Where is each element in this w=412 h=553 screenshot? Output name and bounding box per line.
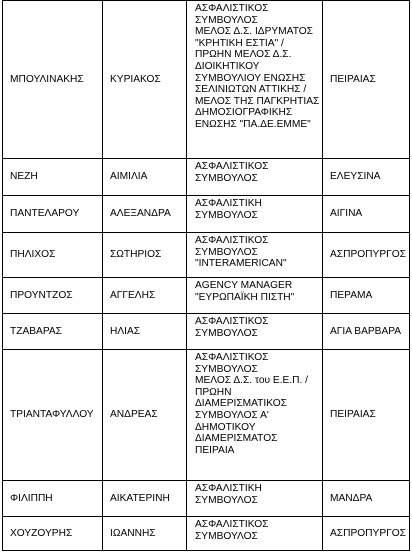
surname-cell: ΦΙΛΙΠΠΗ (3, 481, 103, 517)
surname-cell: ΤΖΑΒΑΡΑΣ (3, 314, 103, 350)
role-cell: ΑΣΦΑΛΙΣΤΙΚΟΣ ΣΥΜΒΟΥΛΟΣ "INTERAMERICAN" (187, 233, 323, 278)
place-cell: ΠΕΙΡΑΙΑΣ (323, 1, 410, 159)
role-cell: AGENCY MANAGER "ΕΥΡΩΠΑΪΚΗ ΠΙΣΤΗ" (187, 278, 323, 314)
first-name-cell: ΣΩΤΗΡΙΟΣ (103, 233, 187, 278)
first-name-cell: ΑΙΚΑΤΕΡΙΝΗ (103, 481, 187, 517)
table-row (3, 233, 410, 278)
first-name-cell: ΑΝΔΡΕΑΣ (103, 350, 187, 481)
surname-cell: ΧΟΥΖΟΥΡΗΣ (3, 517, 103, 551)
role-cell: ΑΣΦΑΛΙΣΤΙΚΟΣ ΣΥΜΒΟΥΛΟΣ (187, 314, 323, 350)
table-row (3, 196, 410, 233)
table-row (3, 350, 410, 481)
first-name-cell: ΑΛΕΞΑΝΔΡΑ (103, 196, 187, 233)
place-cell: ΑΣΠΡΟΠΥΡΓΟΣ (323, 517, 410, 551)
role-cell: ΑΣΦΑΛΙΣΤΙΚΟΣ ΣΥΜΒΟΥΛΟΣ ΜΕΛΟΣ Δ.Σ. του Ε.Ε.Π. / ΠΡΩΗΝ ΔΙΑΜΕΡΙΣΜΑΤΙΚΟΣ ΣΥΜΒΟΥΛΟΣ Α' ΔΗΜΟΤΙΚΟΥ ΔΙΑΜΕΡΙΣΜΑΤΟΣ ΠΕΙΡΑΙΑ (187, 350, 323, 481)
surname-cell: ΠΡΟΥΝΤΖΟΣ (3, 278, 103, 314)
role-cell: ΑΣΦΑΛΙΣΤΙΚΟΣ ΣΥΜΒΟΥΛΟΣ (187, 159, 323, 196)
role-cell: ΑΣΦΑΛΙΣΤΙΚΟΣ ΣΥΜΒΟΥΛΟΣ (187, 517, 323, 551)
first-name-cell: ΚΥΡΙΑΚΟΣ (103, 1, 187, 159)
place-cell: ΠΕΙΡΑΙΑΣ (323, 350, 410, 481)
candidates-table-body (3, 1, 410, 551)
table-row (3, 1, 410, 159)
first-name-cell: ΑΓΓΕΛΗΣ (103, 278, 187, 314)
place-cell: ΠΕΡΑΜΑ (323, 278, 410, 314)
first-name-cell: ΑΙΜΙΛΙΑ (103, 159, 187, 196)
surname-cell: ΤΡΙΑΝΤΑΦΥΛΛΟΥ (3, 350, 103, 481)
table-row (3, 278, 410, 314)
place-cell: ΑΙΓΙΝΑ (323, 196, 410, 233)
candidates-table (2, 0, 410, 551)
surname-cell: ΜΠΟΥΛΙΝΑΚΗΣ (3, 1, 103, 159)
first-name-cell: ΙΩΑΝΝΗΣ (103, 517, 187, 551)
table-row (3, 314, 410, 350)
place-cell: ΜΑΝΔΡΑ (323, 481, 410, 517)
table-row (3, 481, 410, 517)
place-cell: ΑΣΠΡΟΠΥΡΓΟΣ (323, 233, 410, 278)
place-cell: ΕΛΕΥΣΙΝΑ (323, 159, 410, 196)
table-row (3, 159, 410, 196)
role-cell: ΑΣΦΑΛΙΣΤΙΚΗ ΣΥΜΒΟΥΛΟΣ (187, 481, 323, 517)
role-cell: ΑΣΦΑΛΙΣΤΙΚΗ ΣΥΜΒΟΥΛΟΣ (187, 196, 323, 233)
first-name-cell: ΗΛΙΑΣ (103, 314, 187, 350)
table-row (3, 517, 410, 551)
surname-cell: ΠΑΝΤΕΛΑΡΟΥ (3, 196, 103, 233)
role-cell: ΑΣΦΑΛΙΣΤΙΚΟΣ ΣΥΜΒΟΥΛΟΣ ΜΕΛΟΣ Δ.Σ. ΙΔΡΥΜΑΤΟΣ "ΚΡΗΤΙΚΗ ΕΣΤΙΑ" / ΠΡΩΗΝ ΜΕΛΟΣ Δ.Σ. ΔΙΟΙΚΗΤΙΚΟΥ ΣΥΜΒΟΥΛΙΟΥ ΕΝΩΣΗΣ ΣΕΛΙΝΙΩΤΩΝ ΑΤΤΙΚΗΣ / ΜΕΛΟΣ ΤΗΣ ΠΑΓΚΡΗΤΙΑΣ ΔΗΜΟΣΙΟΓΡΑΦΙΚΗΣ ΕΝΩΣΗΣ "ΠΑ.ΔΕ.ΕΜΜΕ" (187, 1, 323, 159)
surname-cell: ΝΕΖΗ (3, 159, 103, 196)
surname-cell: ΠΗΛΙΧΟΣ (3, 233, 103, 278)
place-cell: ΑΓΙΑ ΒΑΡΒΑΡΑ (323, 314, 410, 350)
